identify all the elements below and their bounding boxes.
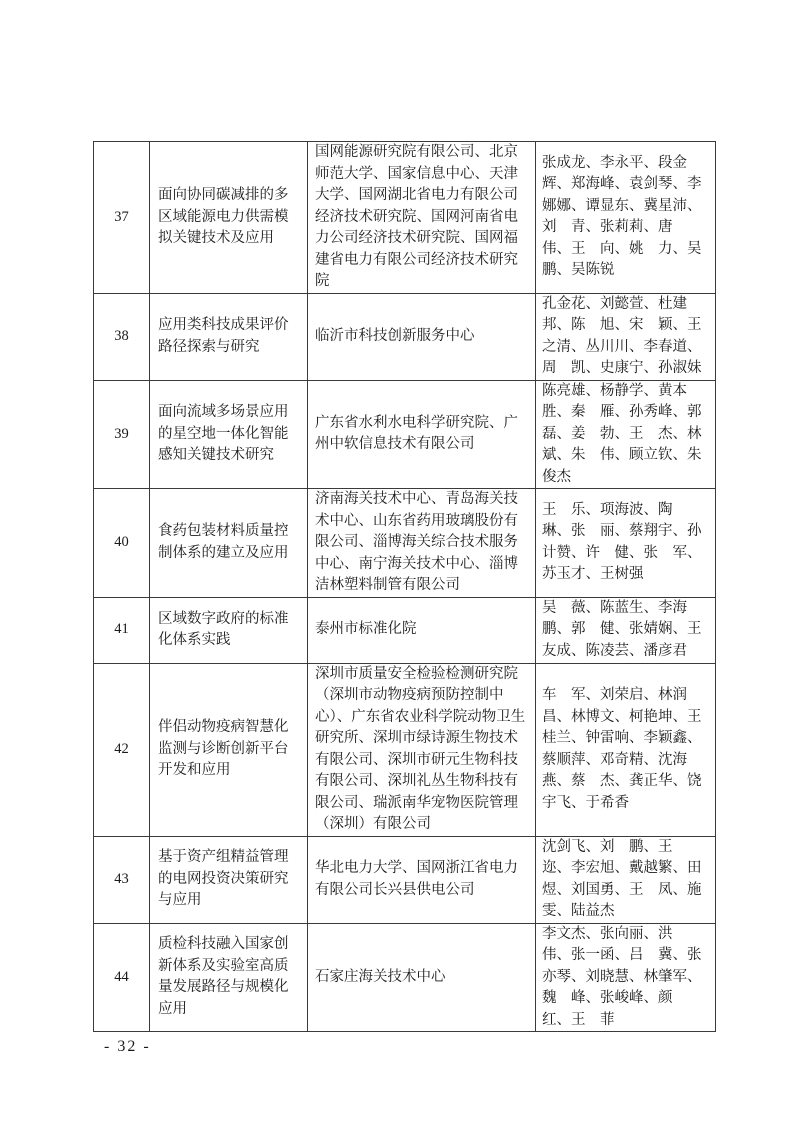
contributors: 李文杰、张向丽、洪 伟、张一函、吕 冀、张亦琴、刘晓慧、林肇军、魏 峰、张峻峰、颜 红、王 菲: [536, 923, 716, 1032]
page-number: - 32 -: [104, 1038, 151, 1055]
project-title: 伴侣动物疫病智慧化监测与诊断创新平台开发和应用: [150, 663, 308, 836]
contributors: 陈亮雄、杨静学、黄本胜、秦 雁、孙秀峰、郭 磊、姜 勃、王 杰、林 斌、朱 伟、顾立钦、朱俊杰: [536, 380, 716, 489]
organizations: 石家庄海关技术中心: [308, 923, 536, 1032]
contributors: 车 军、刘荣启、林润昌、林博文、柯艳坤、王桂兰、钟雷响、李颖鑫、蔡顺萍、邓奇精、沈海燕、蔡 杰、龚正华、饶宇飞、于希香: [536, 663, 716, 836]
table-row: [94, 836, 716, 923]
project-title: 质检科技融入国家创新体系及实验室高质量发展路径与规模化应用: [150, 923, 308, 1032]
contributors: 孔金花、刘懿萱、杜建邦、陈 旭、宋 颖、王之清、丛川川、李春道、周 凯、史康宁、孙淑妹: [536, 293, 716, 380]
project-title: 应用类科技成果评价路径探索与研究: [150, 293, 308, 380]
row-number: 39: [94, 380, 150, 489]
organizations: 泰州市标准化院: [308, 597, 536, 663]
organizations: 华北电力大学、国网浙江省电力有限公司长兴县供电公司: [308, 836, 536, 923]
contributors: 王 乐、项海波、陶 琳、张 丽、蔡翔宇、孙计赞、许 健、张 军、苏玉才、王树强: [536, 489, 716, 598]
project-title: 区域数字政府的标准化体系实践: [150, 597, 308, 663]
organizations: 济南海关技术中心、青岛海关技术中心、山东省药用玻璃股份有限公司、淄博海关综合技术服务中心、南宁海关技术中心、淄博洁林塑料制管有限公司: [308, 489, 536, 598]
row-number: 42: [94, 663, 150, 836]
row-number: 40: [94, 489, 150, 598]
table-row: [94, 923, 716, 1032]
row-number: 44: [94, 923, 150, 1032]
row-number: 41: [94, 597, 150, 663]
organizations: 临沂市科技创新服务中心: [308, 293, 536, 380]
table-row: [94, 293, 716, 380]
table-row: [94, 663, 716, 836]
awards-table: [93, 141, 716, 1032]
project-title: 面向流域多场景应用的星空地一体化智能感知关键技术研究: [150, 380, 308, 489]
project-title: 食药包装材料质量控制体系的建立及应用: [150, 489, 308, 598]
table-row: [94, 489, 716, 598]
row-number: 37: [94, 142, 150, 294]
row-number: 43: [94, 836, 150, 923]
organizations: 广东省水利水电科学研究院、广州中软信息技术有限公司: [308, 380, 536, 489]
contributors: 张成龙、李永平、段金辉、郑海峰、袁剑琴、李娜娜、谭显东、冀星沛、刘 青、张莉莉、唐 伟、王 向、姚 力、吴 鹏、吴陈锐: [536, 142, 716, 294]
table-row: [94, 597, 716, 663]
contributors: 吴 薇、陈蓝生、李海鹏、郭 健、张婧娴、王友成、陈凌芸、潘彦君: [536, 597, 716, 663]
organizations: 深圳市质量安全检验检测研究院（深圳市动物疫病预防控制中心）、广东省农业科学院动物卫生研究所、深圳市绿诗源生物技术有限公司、深圳市研元生物科技有限公司、深圳礼丛生物科技有限公司、瑞派南华宠物医院管理（深圳）有限公司: [308, 663, 536, 836]
table-row: [94, 380, 716, 489]
project-title: 面向协同碳减排的多区域能源电力供需模拟关键技术及应用: [150, 142, 308, 294]
table-row: [94, 142, 716, 294]
contributors: 沈剑飞、刘 鹏、王 迩、李宏旭、戴越繁、田 煜、刘国勇、王 凤、施 雯、陆益杰: [536, 836, 716, 923]
project-title: 基于资产组精益管理的电网投资决策研究与应用: [150, 836, 308, 923]
row-number: 38: [94, 293, 150, 380]
organizations: 国网能源研究院有限公司、北京师范大学、国家信息中心、天津大学、国网湖北省电力有限公司经济技术研究院、国网河南省电力公司经济技术研究院、国网福建省电力有限公司经济技术研究院: [308, 142, 536, 294]
